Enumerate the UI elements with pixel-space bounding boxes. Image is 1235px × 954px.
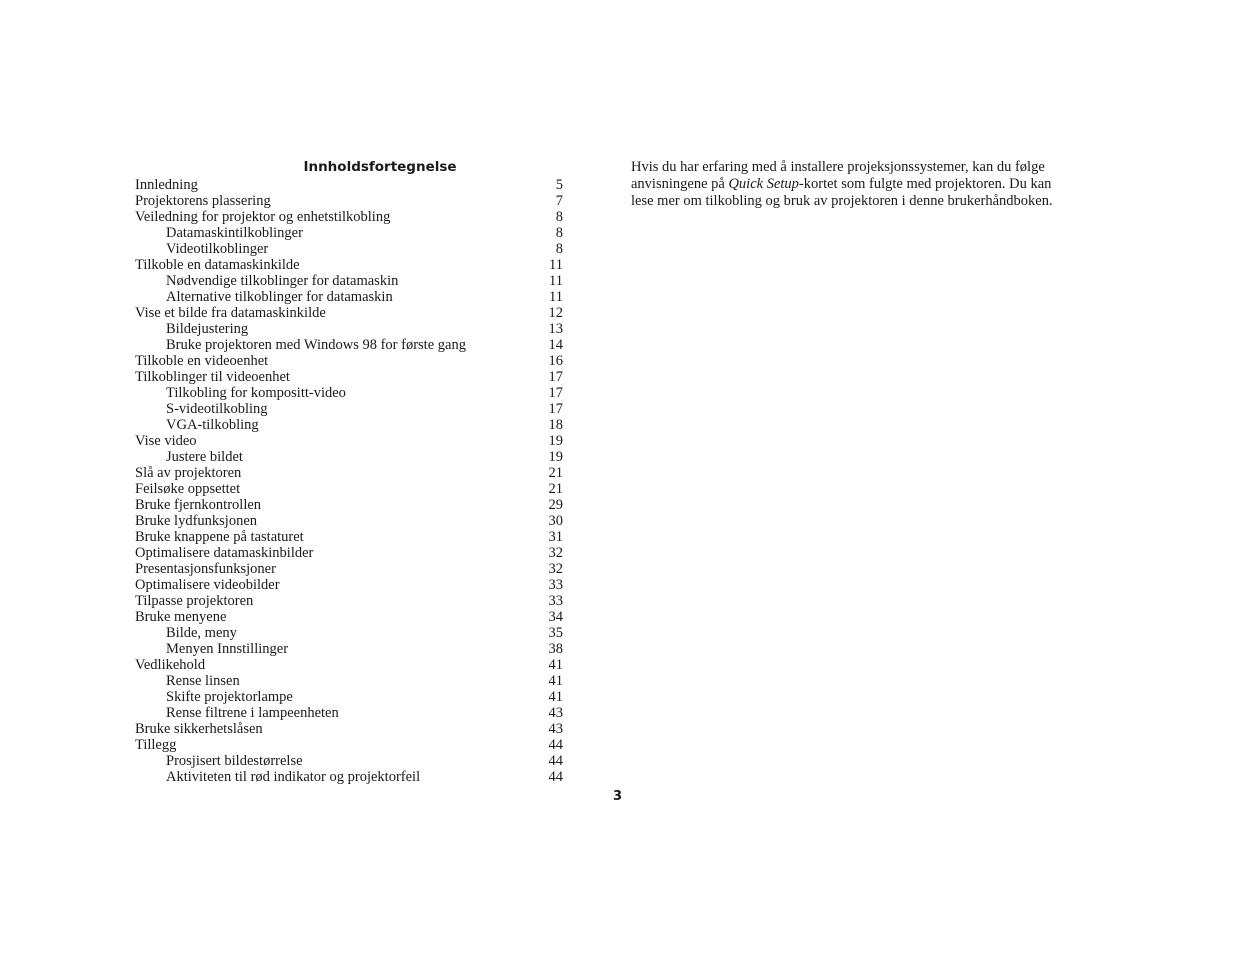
toc-entry xyxy=(135,481,563,497)
toc-entry-page: 8 xyxy=(555,209,563,225)
quick-setup-italic: Quick Setup xyxy=(728,176,799,192)
toc-entry-page: 33 xyxy=(548,593,563,609)
toc-entry-page: 41 xyxy=(548,673,563,689)
toc-entry-label: Tilkoblinger til videoenhet xyxy=(135,369,290,385)
page-number: 3 xyxy=(613,789,623,804)
toc-entry xyxy=(135,609,563,625)
toc-entry-label: Innledning xyxy=(135,177,198,193)
toc-entry-page: 41 xyxy=(548,657,563,673)
toc-entry-label: Datamaskintilkoblinger xyxy=(166,225,303,241)
toc-entry-label: Justere bildet xyxy=(166,449,243,465)
toc-entry-page: 7 xyxy=(555,193,563,209)
toc-entry-page: 18 xyxy=(548,417,563,433)
toc-entry xyxy=(135,673,563,689)
toc-entry-label: Alternative tilkoblinger for datamaskin xyxy=(166,289,393,305)
toc-entry-label: Tilkoble en videoenhet xyxy=(135,353,269,369)
toc-entry-label: Bruke fjernkontrollen xyxy=(135,497,262,513)
intro-line-2 xyxy=(631,176,1101,193)
toc-entry-page: 16 xyxy=(548,353,563,369)
toc-entry-page: 35 xyxy=(548,625,563,641)
toc-entry-label: Videotilkoblinger xyxy=(166,241,269,257)
toc-entry-label: Presentasjonsfunksjoner xyxy=(135,561,276,577)
toc-entry-label: Tilkobling for kompositt-video xyxy=(166,385,346,401)
toc-entry-label: Bildejustering xyxy=(166,321,249,337)
toc-entry xyxy=(135,369,563,385)
toc-entry xyxy=(135,385,563,401)
toc-entry-label: Aktiviteten til rød indikator og projektorfeil xyxy=(166,769,421,785)
toc-entry-page: 43 xyxy=(548,705,563,721)
toc-entry-label: Bruke sikkerhetslåsen xyxy=(135,721,263,737)
toc-entry xyxy=(135,577,563,593)
toc-entry-page: 31 xyxy=(548,529,563,545)
toc-entry xyxy=(135,769,563,785)
toc-entry-label: Projektorens plassering xyxy=(135,193,271,209)
toc-entry-page: 44 xyxy=(548,769,563,785)
toc-entry xyxy=(135,497,563,513)
toc-entry-page: 41 xyxy=(548,689,563,705)
toc-entry-label: Bruke lydfunksjonen xyxy=(135,513,258,529)
toc-entry-page: 38 xyxy=(548,641,563,657)
toc-entry-label: Optimalisere datamaskinbilder xyxy=(135,545,314,561)
toc-entry-page: 11 xyxy=(549,273,563,289)
toc-entry xyxy=(135,705,563,721)
toc-entry xyxy=(135,241,563,257)
toc-entry-label: Tillegg xyxy=(135,737,177,753)
toc-entry xyxy=(135,593,563,609)
toc-entry-page: 33 xyxy=(548,577,563,593)
toc-entry xyxy=(135,353,563,369)
intro-line-2-start: anvisningene på xyxy=(631,176,729,192)
toc-entry xyxy=(135,449,563,465)
toc-entry-page: 17 xyxy=(548,369,563,385)
toc-list xyxy=(135,177,563,785)
toc-entry-label: Tilpasse projektoren xyxy=(135,593,254,609)
toc-entry xyxy=(135,337,563,353)
toc-entry-label: Rense filtrene i lampeenheten xyxy=(166,705,339,721)
toc-entry-page: 30 xyxy=(548,513,563,529)
toc-entry-page: 17 xyxy=(548,401,563,417)
toc-entry-page: 13 xyxy=(548,321,563,337)
toc-entry-label: Feilsøke oppsettet xyxy=(135,481,241,497)
intro-line-3: lese mer om tilkobling og bruk av projektoren i denne brukerhåndboken. xyxy=(631,193,1053,209)
toc-entry-page: 14 xyxy=(548,337,563,353)
toc-entry xyxy=(135,321,563,337)
toc-entry-page: 11 xyxy=(549,257,563,273)
toc-entry xyxy=(135,417,563,433)
toc-entry-label: Veiledning for projektor og enhetstilkobling xyxy=(135,209,391,225)
toc-entry xyxy=(135,529,563,545)
toc-entry xyxy=(135,561,563,577)
toc-entry xyxy=(135,273,563,289)
toc-entry-label: S-videotilkobling xyxy=(166,401,268,417)
toc-entry xyxy=(135,513,563,529)
toc-entry-label: Slå av projektoren xyxy=(135,465,242,481)
toc-entry-page: 43 xyxy=(548,721,563,737)
toc-entry-page: 21 xyxy=(548,465,563,481)
toc-entry-page: 17 xyxy=(548,385,563,401)
toc-entry-page: 32 xyxy=(548,545,563,561)
toc-entry-page: 5 xyxy=(555,177,563,193)
toc-entry-label: Menyen Innstillinger xyxy=(166,641,289,657)
toc-entry-label: Bilde, meny xyxy=(166,625,237,641)
toc-entry xyxy=(135,737,563,753)
toc-entry-label: Rense linsen xyxy=(166,673,240,689)
toc-entry-label: VGA-tilkobling xyxy=(166,417,259,433)
toc-entry-label: Skifte projektorlampe xyxy=(166,689,293,705)
toc-entry xyxy=(135,641,563,657)
toc-entry-label: Vise video xyxy=(135,433,197,449)
toc-entry xyxy=(135,289,563,305)
toc-entry-page: 29 xyxy=(548,497,563,513)
toc-entry-page: 12 xyxy=(548,305,563,321)
toc-entry xyxy=(135,657,563,673)
toc-entry xyxy=(135,625,563,641)
toc-entry xyxy=(135,209,563,225)
toc-entry-label: Tilkoble en datamaskinkilde xyxy=(135,257,300,273)
table-of-contents xyxy=(135,158,563,785)
toc-entry xyxy=(135,721,563,737)
toc-entry xyxy=(135,305,563,321)
toc-entry-label: Vise et bilde fra datamaskinkilde xyxy=(135,305,326,321)
toc-entry-label: Nødvendige tilkoblinger for datamaskin xyxy=(166,273,399,289)
toc-entry xyxy=(135,545,563,561)
toc-entry-page: 21 xyxy=(548,481,563,497)
toc-entry xyxy=(135,193,563,209)
toc-entry xyxy=(135,433,563,449)
toc-entry-page: 8 xyxy=(555,225,563,241)
toc-entry-page: 34 xyxy=(548,609,563,625)
intro-paragraph xyxy=(631,159,1101,210)
toc-entry xyxy=(135,465,563,481)
intro-line-1: Hvis du har erfaring med å installere projeksjonssystemer, kan du følge xyxy=(631,159,1045,175)
toc-entry xyxy=(135,225,563,241)
toc-entry xyxy=(135,753,563,769)
toc-entry-label: Bruke projektoren med Windows 98 for første gang xyxy=(166,337,466,353)
toc-entry-label: Optimalisere videobilder xyxy=(135,577,280,593)
toc-entry-page: 19 xyxy=(548,449,563,465)
toc-entry-label: Vedlikehold xyxy=(135,657,206,673)
toc-entry-page: 11 xyxy=(549,289,563,305)
toc-entry-page: 19 xyxy=(548,433,563,449)
intro-line-2-end: -kortet som fulgte med projektoren. Du kan xyxy=(798,176,1052,192)
toc-entry-page: 44 xyxy=(548,753,563,769)
toc-entry-label: Prosjisert bildestørrelse xyxy=(166,753,303,769)
toc-entry-label: Bruke menyene xyxy=(135,609,227,625)
toc-title: Innholdsfortegnelse xyxy=(303,159,457,175)
toc-entry-label: Bruke knappene på tastaturet xyxy=(135,529,304,545)
toc-entry-page: 8 xyxy=(555,241,563,257)
toc-entry-page: 44 xyxy=(548,737,563,753)
toc-entry xyxy=(135,177,563,193)
toc-entry xyxy=(135,401,563,417)
toc-entry-page: 32 xyxy=(548,561,563,577)
toc-entry xyxy=(135,257,563,273)
toc-entry xyxy=(135,689,563,705)
